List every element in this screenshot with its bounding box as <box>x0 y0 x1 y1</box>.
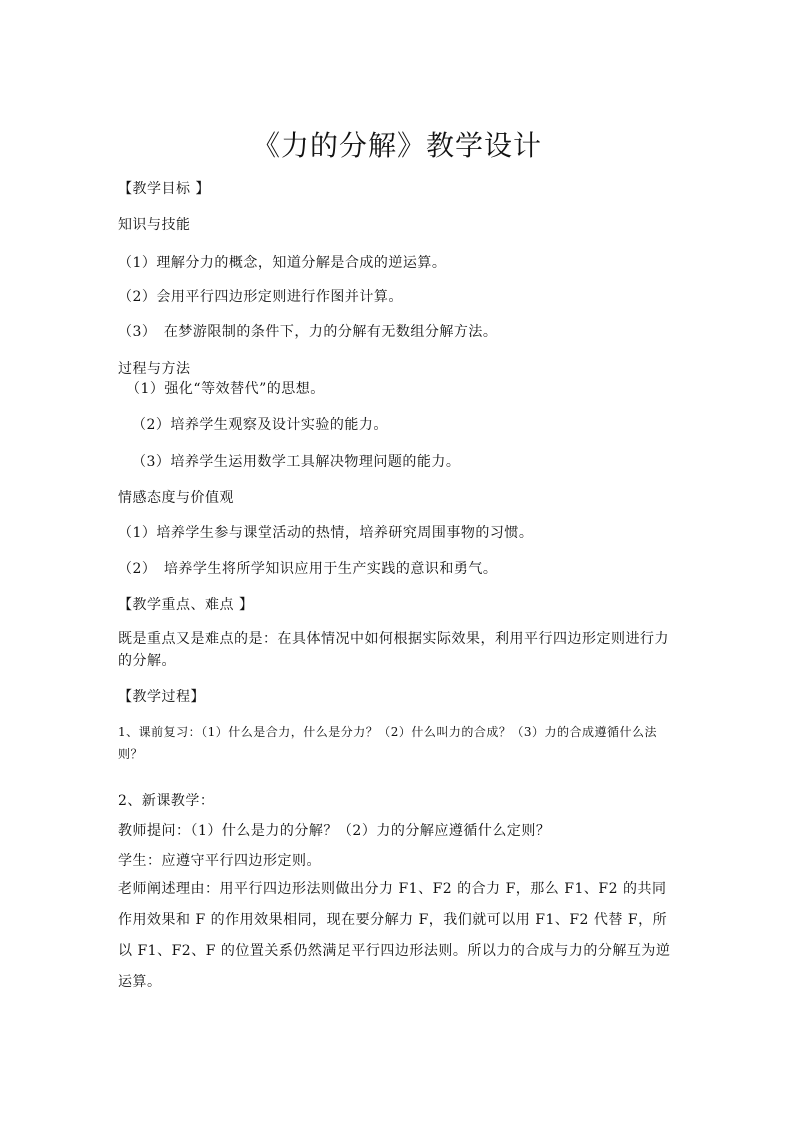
emotion-item-1: （1）培养学生参与课堂活动的热情，培养研究周围事物的习惯。 <box>118 525 534 541</box>
new-lesson-heading: 2、新课教学： <box>118 793 215 809</box>
teacher-explanation: 老师阐述理由：用平行四边形法则做出分力 F1、F2 的合力 F，那么 F1、F2 的共同作用效果和 F 的作用效果相同，现在要分解力 F，我们就可以用 F1、F2 代替 F，所以 F1、F2、F 的位置关系仍然满足平行四边形法则。所以力的合成与力的分解互为逆运算。 <box>118 881 671 990</box>
knowledge-item-1: （1）理解分力的概念，知道分解是合成的逆运算。 <box>118 255 447 271</box>
process-heading: 过程与方法 <box>118 361 191 377</box>
document-title: 《力的分解》教学设计 <box>251 129 542 162</box>
knowledge-item-3: （3） 在梦游限制的条件下，力的分解有无数组分解方法。 <box>118 324 498 340</box>
process-item-3: （3）培养学生运用数学工具解决物理问题的能力。 <box>132 454 461 470</box>
student-answer: 学生：应遵守平行四边形定则。 <box>118 853 321 869</box>
teacher-question: 教师提问：（1）什么是力的分解？（2）力的分解应遵循什么定则？ <box>118 823 551 839</box>
process-item-1: （1）强化“等效替代”的思想。 <box>126 381 325 397</box>
key-points-heading: 【教学重点、难点 】 <box>118 597 254 613</box>
review-text: 1、课前复习：（1）什么是合力，什么是分力？（2）什么叫力的合成？（3）力的合成遵循什么法则？ <box>118 725 658 761</box>
procedure-heading: 【教学过程】 <box>118 689 205 705</box>
knowledge-heading: 知识与技能 <box>118 217 191 233</box>
emotion-item-2: （2） 培养学生将所学知识应用于生产实践的意识和勇气。 <box>118 561 498 577</box>
process-item-2: （2）培养学生观察及设计实验的能力。 <box>132 417 388 433</box>
emotion-heading: 情感态度与价值观 <box>118 490 234 506</box>
knowledge-item-2: （2）会用平行四边形定则进行作图并计算。 <box>118 289 403 305</box>
key-points-text: 既是重点又是难点的是：在具体情况中如何根据实际效果，利用平行四边形定则进行力的分解。 <box>118 631 669 669</box>
objectives-heading: 【教学目标 】 <box>118 181 210 197</box>
